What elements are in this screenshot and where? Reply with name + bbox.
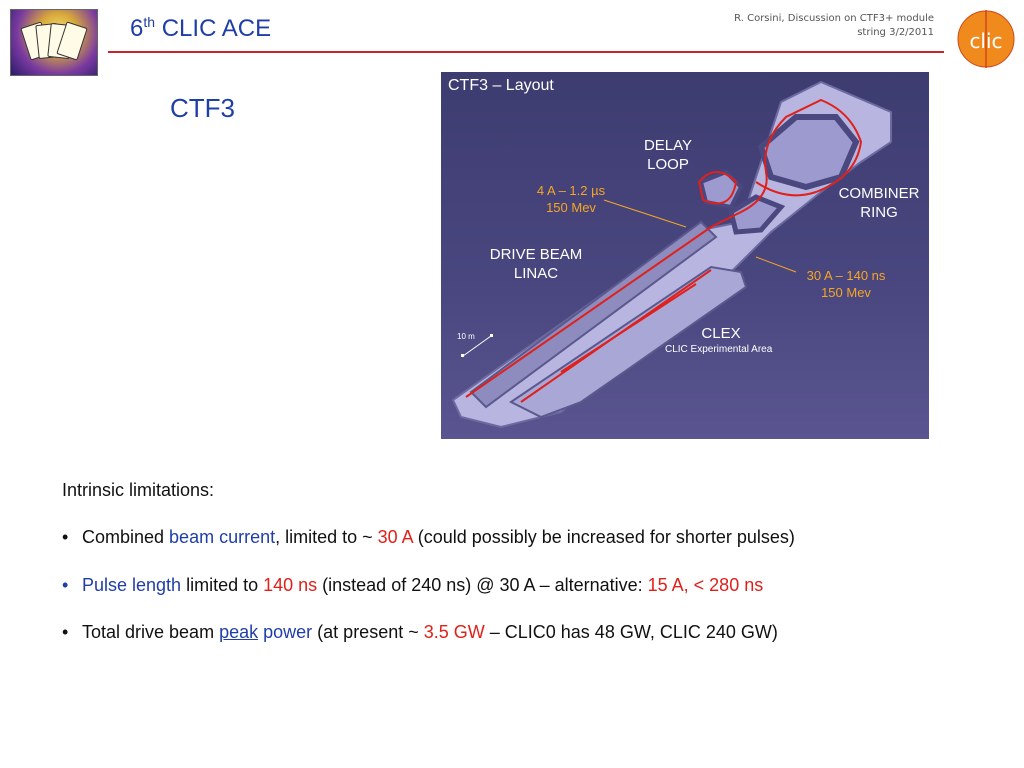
- clic-logo: [956, 8, 1016, 70]
- figure-title: CTF3 – Layout: [448, 77, 554, 94]
- ctf3-layout-figure: [441, 72, 929, 439]
- beam-out-label: 30 A – 140 ns 150 Mev: [806, 268, 886, 300]
- clex-label: CLEX: [701, 325, 741, 342]
- author-info: R. Corsini, Discussion on CTF3+ module string 3/2/2011: [734, 13, 934, 38]
- scale-label: 10 m: [457, 332, 475, 341]
- page-title: 6th CLIC ACE: [130, 14, 272, 42]
- beam-in-label: 4 A – 1.2 µs 150 Mev: [536, 183, 606, 215]
- bullet-pulse-length: • Pulse length limited to 140 ns (instead of 240 ns) @ 30 A – alternative: 15 A, < 280 ns: [62, 575, 764, 595]
- bullet-peak-power: • Total drive beam peak power (at present ~ 3.5 GW – CLIC0 has 48 GW, CLIC 240 GW): [62, 622, 778, 642]
- ace-logo: [10, 9, 98, 76]
- clex-subtitle: CLIC Experimental Area: [665, 344, 773, 355]
- delay-loop-label: DELAY LOOP: [643, 137, 693, 173]
- drive-beam-linac-label: DRIVE BEAM LINAC: [489, 246, 583, 282]
- peak-link[interactable]: peak: [219, 622, 259, 642]
- intro-text: Intrinsic limitations:: [62, 480, 215, 500]
- combiner-ring-label: COMBINER RING: [838, 185, 920, 221]
- svg-text:clic: clic: [969, 29, 1003, 53]
- header-divider: [108, 51, 944, 53]
- slide-heading: CTF3: [170, 93, 235, 123]
- bullet-beam-current: • Combined beam current, limited to ~ 30 A (could possibly be increased for shorter pulses): [62, 527, 795, 547]
